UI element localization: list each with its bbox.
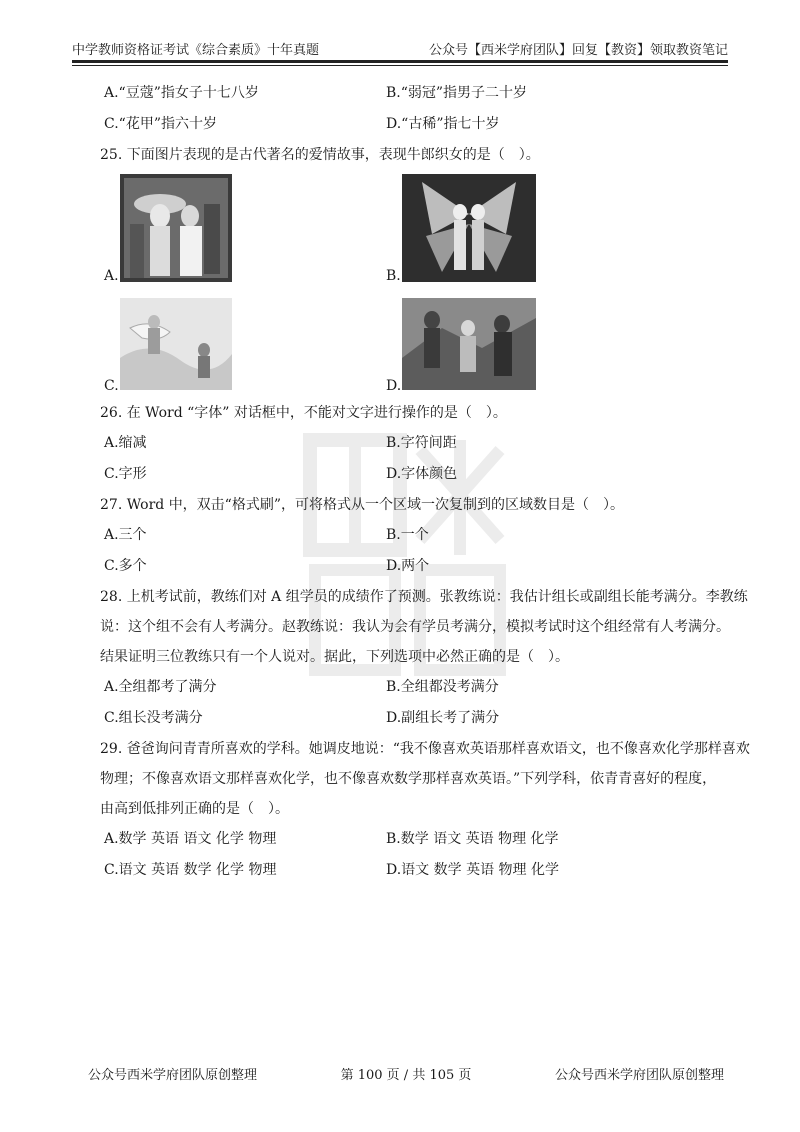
q25-stem: 25. 下面图片表现的是古代著名的爱情故事，表现牛郎织女的是（ ）。 <box>100 147 540 163</box>
q29-stem-line-2: 物理；不像喜欢语文那样喜欢化学，也不像喜欢数学那样喜欢英语。”下列学科，依青青喜好的程度， <box>100 771 717 787</box>
q28-stem-line-1: 28. 上机考试前，教练们对 A 组学员的成绩作了预测。张教练说：我估计组长或副组长能考满分。李教练 <box>100 589 748 605</box>
q29-stem-line-1: 29. 爸爸询问青青所喜欢的学科。她调皮地说：“我不像喜欢英语那样喜欢语文，也不像喜欢化学那样喜欢 <box>100 741 750 757</box>
header-left-text: 中学教师资格证考试《综合素质》十年真题 <box>72 43 320 58</box>
q27-option-c[interactable]: C.多个 <box>104 558 147 574</box>
question-content <box>100 78 750 886</box>
page-footer <box>88 1064 724 1083</box>
q28-stem-line-2: 说：这个组不会有人考满分。赵教练说：我认为会有学员考满分，模拟考试时这个组经常有人考满分。 <box>100 619 730 635</box>
q29-option-c[interactable]: C.语文 英语 数学 化学 物理 <box>104 862 277 878</box>
q25-image-b <box>402 174 536 282</box>
q25-option-b[interactable] <box>386 174 724 284</box>
header-rule-thick <box>72 60 728 63</box>
q27-stem: 27. Word 中，双击“格式刷”，可将格式从一个区域一次复制到的区域数目是（ ）。 <box>100 497 624 513</box>
footer-right-text: 公众号西米学府团队原创整理 <box>554 1068 724 1083</box>
q25-option-a[interactable] <box>104 174 386 284</box>
q24-options <box>104 78 724 140</box>
q28-option-c[interactable]: C.组长没考满分 <box>104 710 203 726</box>
q29-stem <box>100 734 750 824</box>
q29-option-a[interactable]: A.数学 英语 语文 化学 物理 <box>104 831 277 847</box>
q28-option-a[interactable]: A.全组都考了满分 <box>104 679 217 695</box>
q25-image-a <box>120 174 232 282</box>
q26-option-c[interactable]: C.字形 <box>104 466 147 482</box>
q24-option-c[interactable]: C.“花甲”指六十岁 <box>104 116 217 132</box>
q25-label-c: C. <box>104 378 119 394</box>
q26-option-d[interactable]: D.字体颜色 <box>386 466 458 482</box>
q25-image-d <box>402 298 536 390</box>
q25-image-options <box>104 174 724 394</box>
q27-option-b[interactable]: B.一个 <box>386 527 429 543</box>
q28-option-b[interactable]: B.全组都没考满分 <box>386 679 499 695</box>
q25-option-c[interactable] <box>104 284 386 394</box>
q27-options <box>104 520 724 582</box>
q25-image-c <box>120 298 232 390</box>
header-right-text: 公众号【西米学府团队】回复【教资】领取教资笔记 <box>428 43 728 58</box>
q29-option-d[interactable]: D.语文 数学 英语 物理 化学 <box>386 862 559 878</box>
q24-option-b[interactable]: B.“弱冠”指男子二十岁 <box>386 85 528 101</box>
q28-stem <box>100 582 748 672</box>
q26-stem: 26. 在 Word “字体” 对话框中，不能对文字进行操作的是（ ）。 <box>100 405 507 421</box>
q29-option-b[interactable]: B.数学 语文 英语 物理 化学 <box>386 831 559 847</box>
page-header <box>72 36 728 58</box>
q27-option-d[interactable]: D.两个 <box>386 558 430 574</box>
header-rule-thin <box>72 65 728 66</box>
q28-option-d[interactable]: D.副组长考了满分 <box>386 710 500 726</box>
q29-stem-line-3: 由高到低排列正确的是（ ）。 <box>100 801 289 817</box>
q24-option-d[interactable]: D.“古稀”指七十岁 <box>386 116 500 132</box>
q25-label-b: B. <box>386 268 401 284</box>
q29-options <box>104 824 724 886</box>
q28-stem-line-3: 结果证明三位教练只有一个人说对。据此，下列选项中必然正确的是（ ）。 <box>100 649 569 665</box>
page-number: 第 100 页 / 共 105 页 <box>340 1068 472 1083</box>
footer-left-text: 公众号西米学府团队原创整理 <box>88 1068 258 1083</box>
q26-option-a[interactable]: A.缩减 <box>104 435 147 451</box>
q26-option-b[interactable]: B.字符间距 <box>386 435 457 451</box>
q25-label-d: D. <box>386 378 402 394</box>
q28-options <box>104 672 724 734</box>
q27-option-a[interactable]: A.三个 <box>104 527 147 543</box>
q25-option-d[interactable] <box>386 284 724 394</box>
q26-options <box>104 428 724 490</box>
q24-option-a[interactable]: A.“豆蔻”指女子十七八岁 <box>104 85 259 101</box>
q25-label-a: A. <box>104 268 119 284</box>
